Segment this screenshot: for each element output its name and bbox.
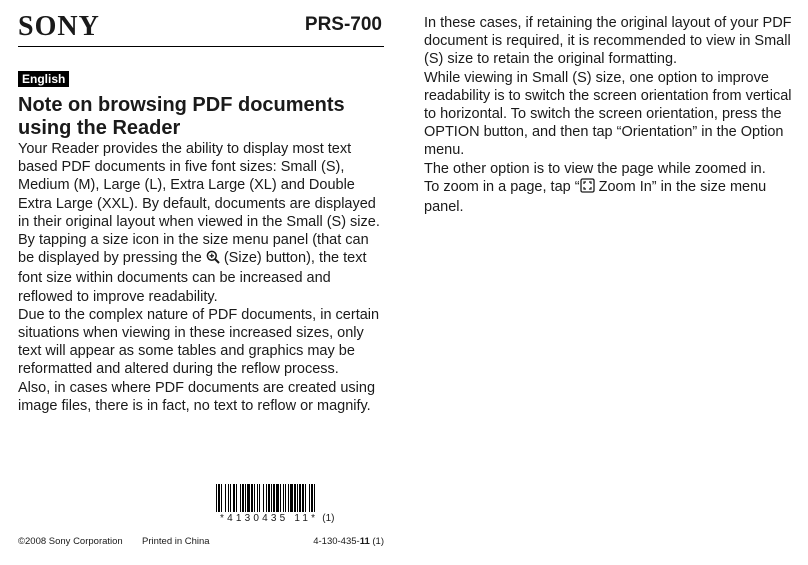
barcode-bar [257, 484, 258, 512]
right-column [424, 14, 796, 216]
barcode-bar [263, 484, 264, 512]
barcode-number [220, 513, 335, 525]
text-span: To zoom in a page, tap “ [424, 178, 580, 195]
left-column [18, 140, 388, 415]
barcode-bar [221, 484, 222, 512]
paragraph: In these cases, if retaining the original layout of your PDF document is required, it is recommended to view in Small (S) size to retain the original formatting. [424, 15, 792, 68]
barcode-bar [288, 484, 289, 512]
barcode-bar [233, 484, 235, 512]
barcode-bar [268, 484, 270, 512]
paragraph: Also, in cases where PDF documents are created using image files, there is in fact, no text to reflow or magnify. [18, 379, 376, 414]
copyright-text: ©2008 Sony Corporation [18, 536, 123, 547]
barcode-bar [236, 484, 237, 512]
part-number [306, 536, 384, 548]
paragraph: Your Reader provides the ability to display most text based PDF documents in five font sizes: Small (S), Medium (M), Large (L), Extra Large (XL) and Double Extra Large (XXL). By default, documents are displayed in their original layout when viewed in the Small (S) size. [18, 141, 380, 230]
barcode-bar [294, 484, 296, 512]
part-number-bold: 11 [359, 536, 370, 547]
part-number-suffix: (1) [369, 536, 384, 547]
barcode-bar [242, 484, 244, 512]
language-badge: English [18, 71, 69, 87]
barcode-bar [314, 484, 315, 512]
barcode-bar [276, 484, 279, 512]
barcode-bar [240, 484, 241, 512]
barcode [216, 484, 388, 512]
header-divider [18, 46, 384, 47]
text-span: By tapping a size icon in the size menu panel (that can be displayed by pressing the [18, 232, 369, 267]
barcode-bar [299, 484, 301, 512]
barcode-bar [283, 484, 284, 512]
barcode-bar [225, 484, 226, 512]
text-span: (Size) button), the text font size within documents can be increased and reflowed to improve readability. [18, 250, 367, 305]
barcode-bar [216, 484, 217, 512]
barcode-bar [297, 484, 298, 512]
barcode-bar [309, 484, 310, 512]
barcode-bar [285, 484, 286, 512]
paragraph: The other option is to view the page while zoomed in. [424, 160, 766, 177]
barcode-bar [230, 484, 231, 512]
barcode-bar [280, 484, 281, 512]
barcode-bar [228, 484, 229, 512]
paragraph [424, 178, 796, 216]
barcode-bar [218, 484, 220, 512]
barcode-bar [251, 484, 253, 512]
printed-in-text: Printed in China [142, 536, 210, 547]
paragraph [18, 231, 388, 306]
part-number-prefix: 4-130-435- [313, 536, 360, 547]
brand-logo: SONY [18, 11, 100, 42]
barcode-bar [259, 484, 260, 512]
barcode-bar [273, 484, 275, 512]
barcode-bar [311, 484, 313, 512]
magnifier-plus-icon [206, 250, 220, 269]
barcode-bar [266, 484, 267, 512]
text-span: Zoom In” in the size menu panel. [424, 178, 767, 216]
barcode-bar [271, 484, 272, 512]
barcode-digits: *4130435 11* [220, 513, 319, 524]
barcode-bar [290, 484, 293, 512]
barcode-bar [305, 484, 306, 512]
page-title: Note on browsing PDF documents using the Reader [18, 94, 345, 139]
model-number: PRS-700 [304, 14, 382, 35]
barcode-bar [245, 484, 246, 512]
barcode-bar [302, 484, 304, 512]
barcode-bar [247, 484, 250, 512]
barcode-bar [254, 484, 255, 512]
paragraph: While viewing in Small (S) size, one option to improve readability is to switch the screen orientation from vertical to horizontal. To switch the screen orientation, press the OPTION button, and then tap “Orientation” in the Option menu. [424, 69, 792, 159]
barcode-suffix: (1) [322, 513, 335, 524]
zoom-in-frame-icon [580, 178, 595, 198]
paragraph: Due to the complex nature of PDF documents, in certain situations when viewing in these increased sizes, only text will appear as some tables and graphics may be reformatted and altered during the reflow process. [18, 306, 380, 378]
